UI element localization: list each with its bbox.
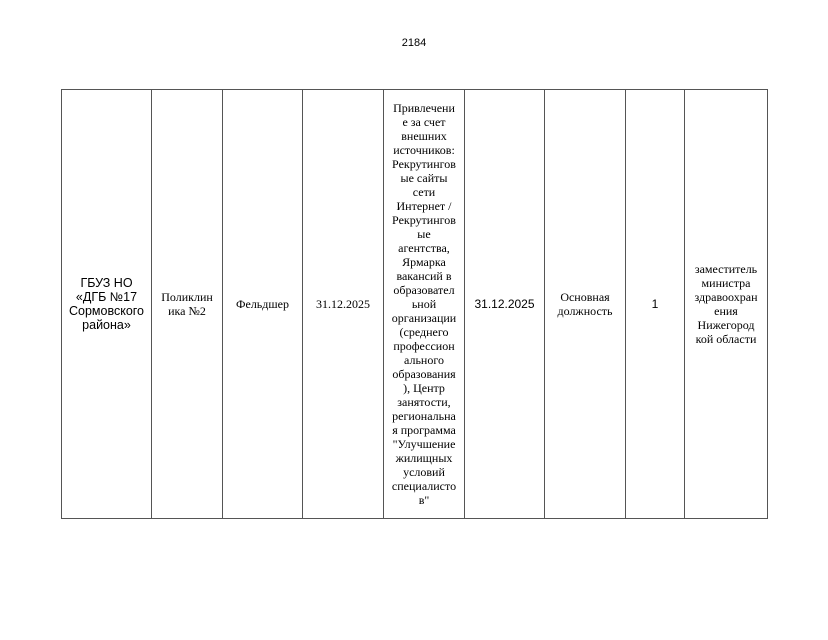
position-text: Фельдшер xyxy=(236,297,289,311)
organization-text: ГБУЗ НО «ДГБ №17 Сормовского района» xyxy=(68,276,145,332)
responsible-cell xyxy=(685,90,768,519)
date-cell xyxy=(303,90,384,519)
employment-type-cell xyxy=(545,90,626,519)
measures-cell xyxy=(384,90,465,519)
table-row xyxy=(62,90,768,519)
division-text: Поликлин ика №2 xyxy=(161,290,213,318)
organization-cell xyxy=(62,90,152,519)
responsible-text: заместитель министра здравоохран ения Нижегород кой области xyxy=(694,262,758,346)
position-cell xyxy=(223,90,303,519)
data-table xyxy=(61,89,768,519)
deadline-text: 31.12.2025 xyxy=(474,297,535,311)
employment-type-text: Основная должность xyxy=(557,290,613,318)
division-cell xyxy=(152,90,223,519)
measures-text: Привлечени е за счет внешних источников: Рекрутингов ые сайты сети Интернет / Рекрутингов ые агентства, Ярмарка вакансий в образовател ьной организации (среднего профессион ального образования ), Центр занятости, региональна я программа "Улучшение жилищных условий специалисто в" xyxy=(391,101,457,507)
date-text: 31.12.2025 xyxy=(316,297,370,311)
page-number: 2184 xyxy=(401,37,427,49)
count-cell xyxy=(626,90,685,519)
deadline-cell xyxy=(465,90,545,519)
count-text: 1 xyxy=(651,297,659,311)
